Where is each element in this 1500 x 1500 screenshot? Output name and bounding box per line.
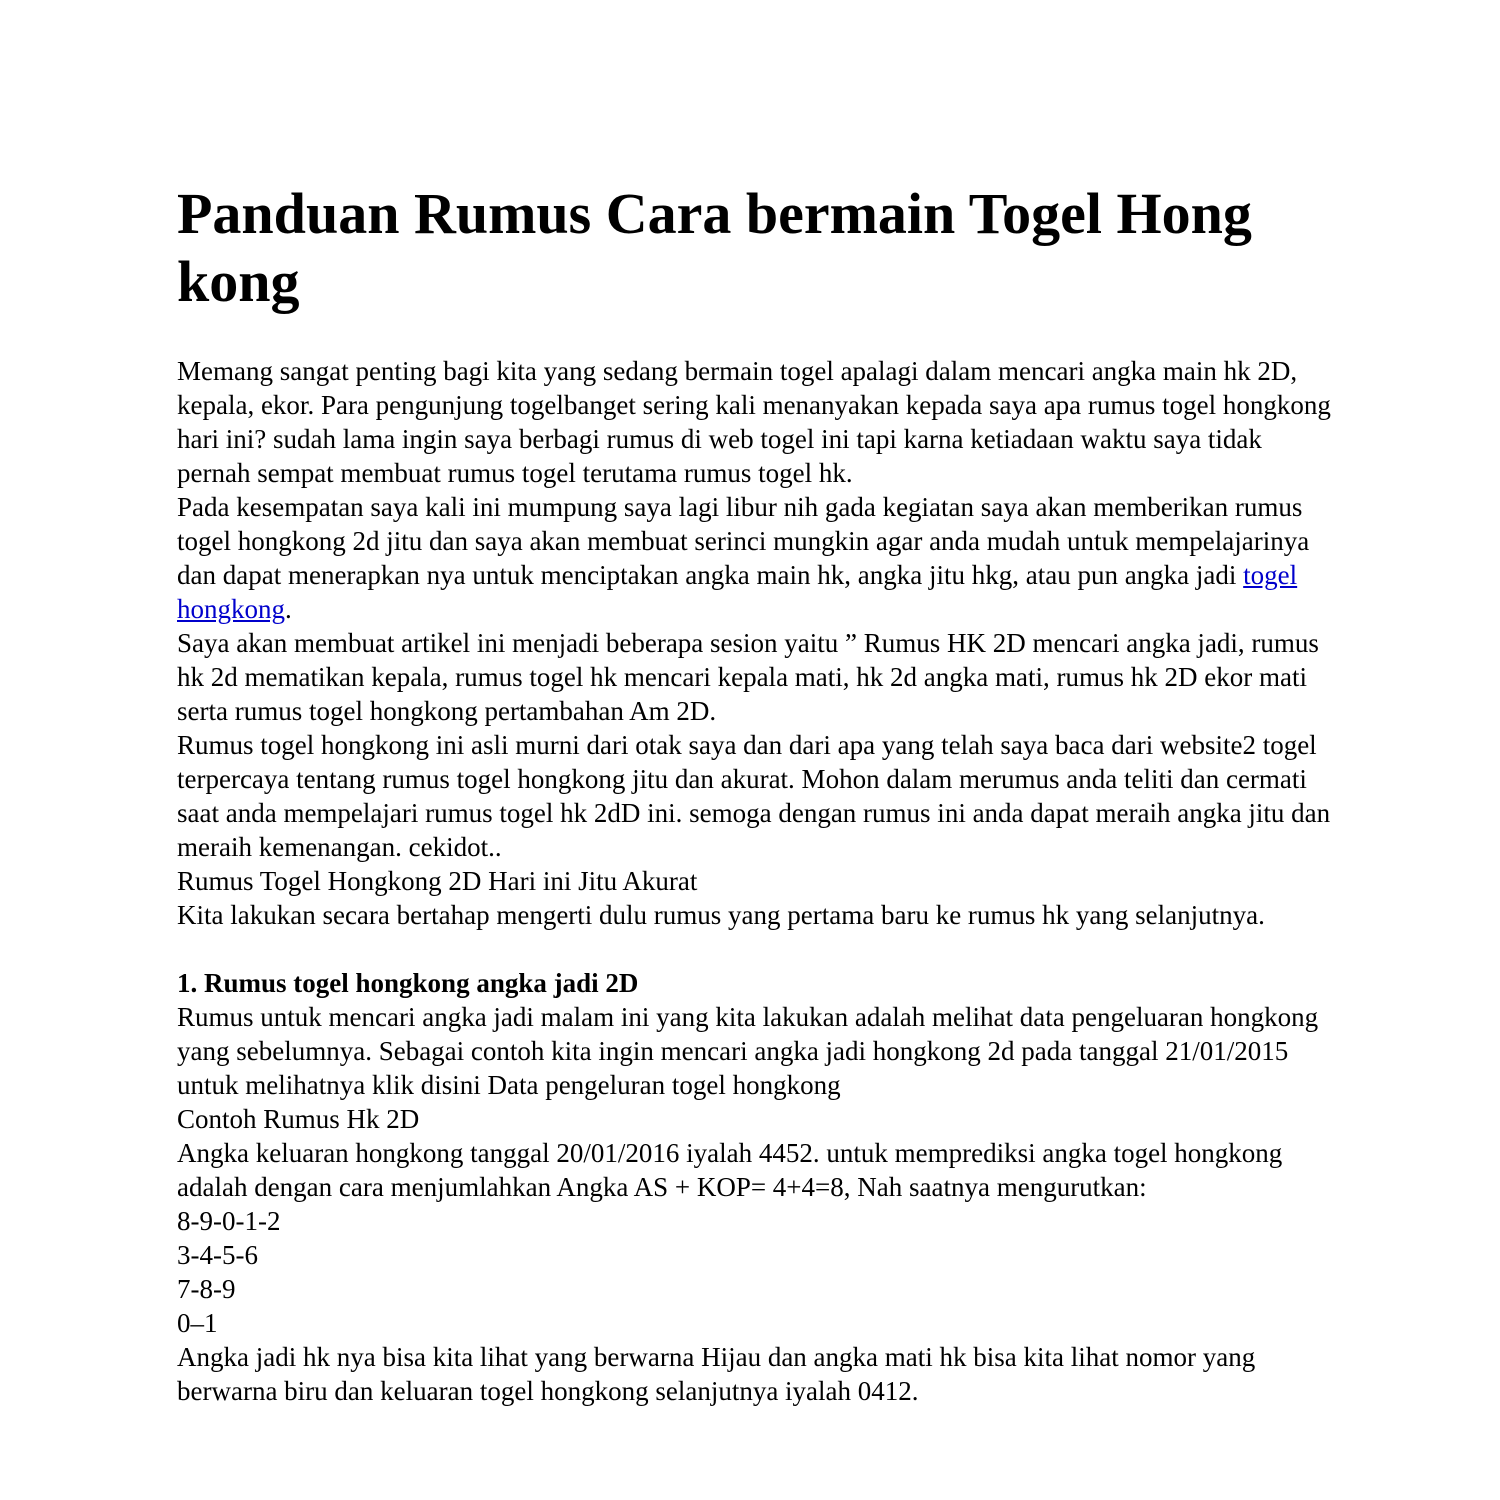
section-1-paragraph-4: Angka jadi hk nya bisa kita lihat yang berwarna Hijau dan angka mati hk bisa kita lihat nomor yang berwarna biru dan keluaran togel hongkong selanjutnya iyalah 0412. (177, 1342, 1256, 1406)
number-sequence-3: 7-8-9 (177, 1274, 236, 1304)
number-sequence-4: 0–1 (177, 1308, 218, 1338)
document-page (177, 180, 1337, 1408)
spacer (177, 932, 1337, 966)
section-1-paragraph-3: Angka keluaran hongkong tanggal 20/01/2016 iyalah 4452. untuk memprediksi angka togel hongkong adalah dengan cara menjumlahkan Angka AS + KOP= 4+4=8, Nah saatnya mengurutkan: (177, 1138, 1283, 1202)
section-1-line-2: Contoh Rumus Hk 2D (177, 1104, 420, 1134)
intro-line-5: Rumus Togel Hongkong 2D Hari ini Jitu Akurat (177, 866, 698, 896)
intro-paragraph-2 (177, 490, 1337, 626)
intro-paragraph-2-text: Pada kesempatan saya kali ini mumpung saya lagi libur nih gada kegiatan saya akan memberikan rumus togel hongkong 2d jitu dan saya akan membuat serinci mungkin agar anda mudah untuk mempelajarinya dan dapat menerapkan nya untuk menciptakan angka main hk, angka jitu hkg, atau pun angka jadi (177, 492, 1310, 590)
intro-paragraph-4: Rumus togel hongkong ini asli murni dari otak saya dan dari apa yang telah saya baca dari website2 togel terpercaya tentang rumus togel hongkong jitu dan akurat. Mohon dalam merumus anda teliti dan cermati saat anda mempelajari rumus togel hk 2dD ini. semoga dengan rumus ini anda dapat meraih angka jitu dan meraih kemenangan. cekidot.. (177, 730, 1331, 862)
number-sequence-2: 3-4-5-6 (177, 1240, 258, 1270)
article-body (177, 354, 1337, 1408)
section-1-heading: 1. Rumus togel hongkong angka jadi 2D (177, 968, 639, 998)
togel-hongkong-link[interactable]: togel hongkong (177, 560, 1298, 624)
section-1-paragraph-1: Rumus untuk mencari angka jadi malam ini yang kita lakukan adalah melihat data pengeluaran hongkong yang sebelumnya. Sebagai contoh kita ingin mencari angka jadi hongkong 2d pada tanggal 21/01/2015 untuk melihatnya klik disini Data pengeluran togel hongkong (177, 1002, 1319, 1100)
intro-paragraph-1: Memang sangat penting bagi kita yang sedang bermain togel apalagi dalam mencari angka main hk 2D, kepala, ekor. Para pengunjung togelbanget sering kali menanyakan kepada saya apa rumus togel hongkong hari ini? sudah lama ingin saya berbagi rumus di web togel ini tapi karna ketiadaan waktu saya tidak pernah sempat membuat rumus togel terutama rumus togel hk. (177, 356, 1331, 488)
intro-paragraph-2-end: . (285, 594, 292, 624)
page-title: Panduan Rumus Cara bermain Togel Hong kong (177, 181, 1252, 314)
number-sequence-1: 8-9-0-1-2 (177, 1206, 281, 1236)
intro-paragraph-6: Kita lakukan secara bertahap mengerti dulu rumus yang pertama baru ke rumus hk yang selanjutnya. (177, 900, 1265, 930)
intro-paragraph-3: Saya akan membuat artikel ini menjadi beberapa sesion yaitu ” Rumus HK 2D mencari angka jadi, rumus hk 2d mematikan kepala, rumus togel hk mencari kepala mati, hk 2d angka mati, rumus hk 2D ekor mati serta rumus togel hongkong pertambahan Am 2D. (177, 628, 1319, 726)
